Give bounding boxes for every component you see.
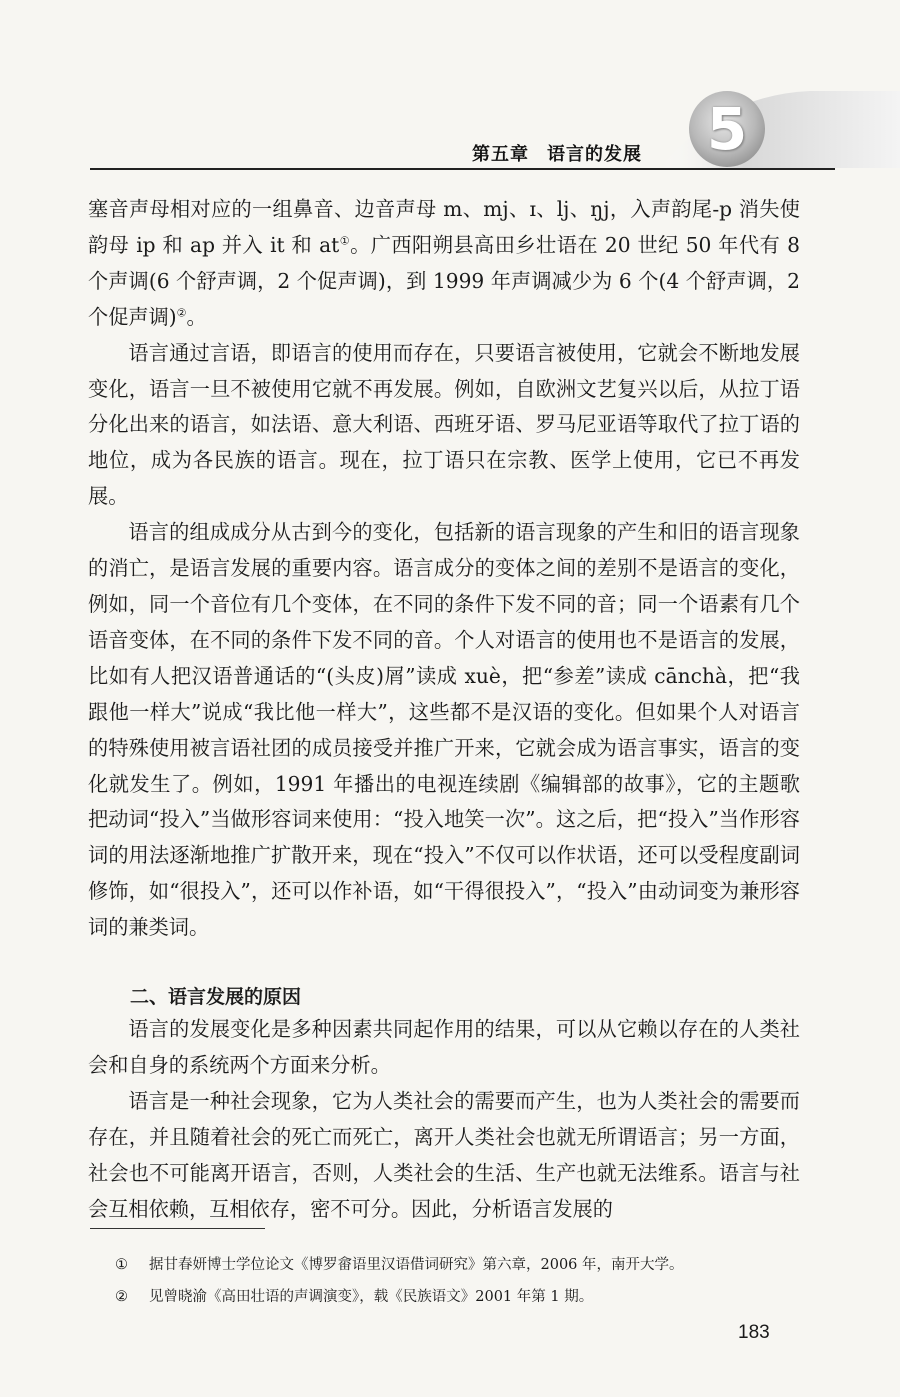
paragraph-continued: 塞音声母相对应的一组鼻音、边音声母 m、mj、ɪ、lj、ŋj，入声韵尾-p 消失使韵母 ip 和 ap 并入 it 和 at①。广西阳朔县高田乡壮语在 20 世纪 50 年代有 8 个声调(6 个舒声调，2 个促声调)，到 1999 年声调减少为 6 个(4 个舒声调，2 个促声调)②。 (88, 197, 800, 329)
paragraph: 语言是一种社会现象，它为人类社会的需要而产生，也为人类社会的需要而存在，并且随着社会的死亡而死亡，离开人类社会也就无所谓语言；另一方面，社会也不可能离开语言，否则，人类社会的生活、生产也就无法维系。语言与社会互相依赖，互相依存，密不可分。因此，分析语言发展的 (88, 1088, 800, 1221)
footnote-text: 据甘春妍博士学位论文《博罗畲语里汉语借词研究》第六章，2006 年，南开大学。 (149, 1257, 684, 1273)
paragraph: 语言的组成成分从古到今的变化，包括新的语言现象的产生和旧的语言现象的消亡，是语言发展的重要内容。语言成分的变体之间的差别不是语言的变化，例如，同一个音位有几个变体，在不同的条件下发不同的音；同一个语素有几个语音变体，在不同的条件下发不同的音。个人对语言的使用也不是语言的发展，比如有人把汉语普通话的“(头皮)屑”读成 xuè，把“参差”读成 cānchà，把“我跟他一样大”说成“我比他一样大”，这些都不是汉语的变化。但如果个人对语言的特殊使用被言语社团的成员接受并推广开来，它就会成为语言事实，语言的变化就发生了。例如，1991 年播出的电视连续剧《编辑部的故事》，它的主题歌把动词“投入”当做形容词来使用：“投入地笑一次”。这之后，把“投入”当作形容词的用法逐渐地推广扩散开来，现在“投入”不仅可以作状语，还可以受程度副词修饰，如“很投入”，还可以作补语，如“干得很投入”，“投入”由动词变为兼形容词的兼类词。 (88, 520, 800, 940)
footnote-mark: ② (115, 1289, 128, 1305)
paragraph: 语言通过言语，即语言的使用而存在，只要语言被使用，它就会不断地发展变化，语言一旦不被使用它就不再发展。例如，自欧洲文艺复兴以后，从拉丁语分化出来的语言，如法语、意大利语、西班牙语、罗马尼亚语等取代了拉丁语的地位，成为各民族的语言。现在，拉丁语只在宗教、医学上使用，它已不再发展。 (88, 340, 800, 509)
paragraph: 语言的发展变化是多种因素共同起作用的结果，可以从它赖以存在的人类社会和自身的系统两个方面来分析。 (88, 1017, 800, 1077)
body-text-part-2 (88, 1012, 800, 1227)
footnotes (115, 1249, 815, 1313)
footnote (115, 1249, 815, 1281)
chapter-badge-icon (660, 85, 900, 175)
footnote-rule (90, 1228, 265, 1229)
header-rule (90, 168, 835, 170)
body-text-part-1 (88, 192, 800, 946)
page-header (0, 0, 900, 175)
chapter-label: 第五章 (472, 144, 529, 165)
chapter-number: 5 (706, 95, 748, 163)
page-number: 183 (738, 1322, 770, 1343)
section-heading: 二、语言发展的原因 (130, 986, 302, 1008)
running-header (472, 140, 642, 166)
footnote (115, 1281, 815, 1313)
chapter-title: 语言的发展 (547, 144, 642, 165)
footnote-ref-2[interactable]: ② (176, 305, 187, 319)
footnote-ref-1[interactable]: ① (339, 234, 351, 248)
footnote-text: 见曾晓渝《高田壮语的声调演变》，载《民族语文》2001 年第 1 期。 (149, 1289, 594, 1305)
footnote-mark: ① (115, 1257, 128, 1273)
